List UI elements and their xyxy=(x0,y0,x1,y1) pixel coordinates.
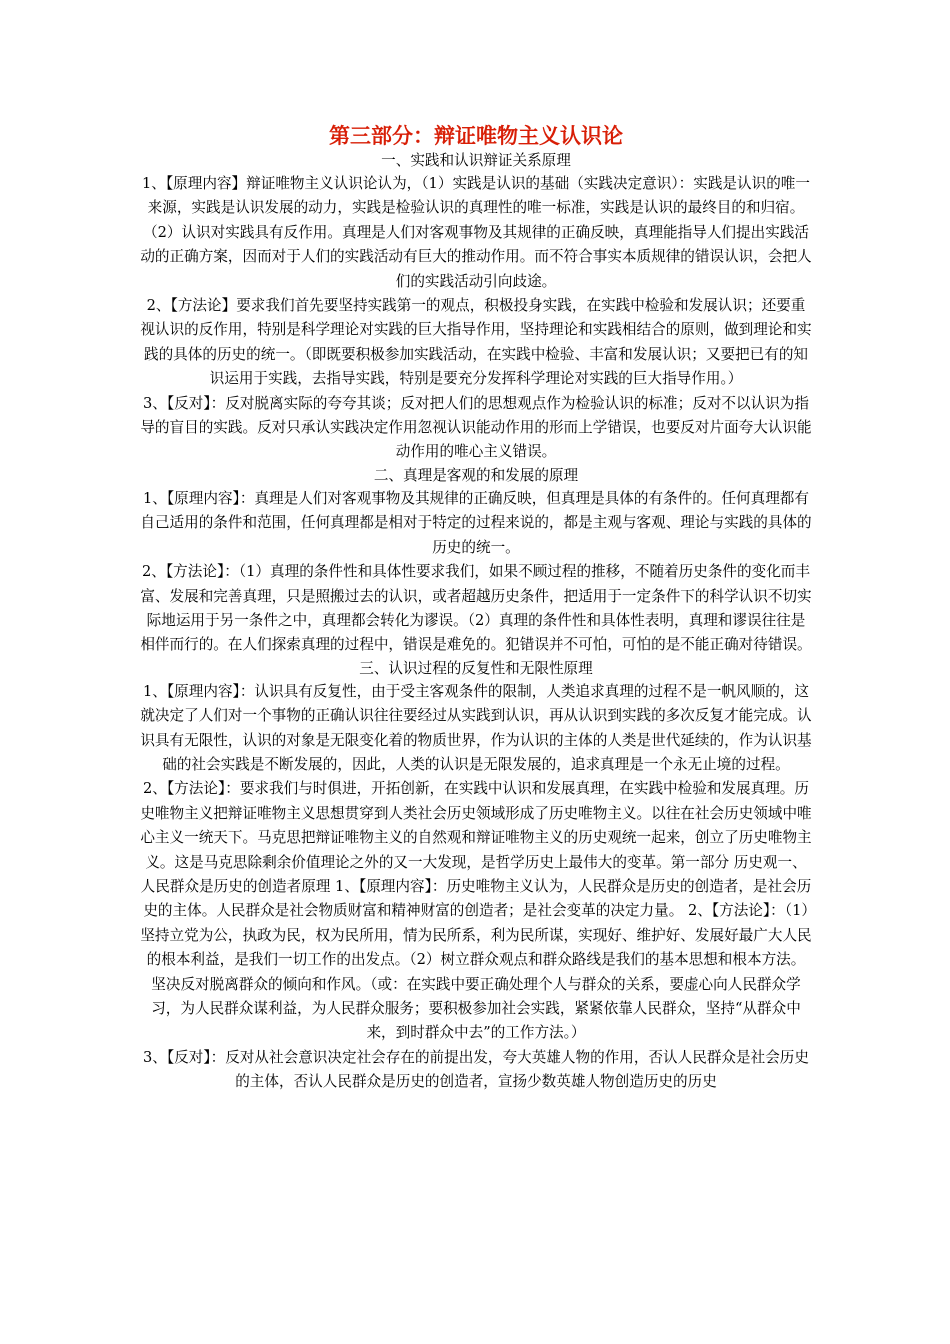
section-heading: 二、真理是客观的和发展的原理 xyxy=(373,466,579,484)
paragraph: 2、【方法论】要求我们首先要坚持实践第一的观点，积极投身实践，在实践中检验和发展认识；还要重视认识的反作用，特别是科学理论对实践的巨大指导作用，坚持理论和实践相结合的原则，做到理论和实践的具体的历史的统一。（即既要积极参加实践活动，在实践中检验、丰富和发展认识；又要把已有的知识运用于实践，去指导实践，特别是要充分发挥科学理论对实践的巨大指导作用。） xyxy=(140,297,812,388)
paragraph: 2、【方法论】：（1）真理的条件性和具体性要求我们，如果不顾过程的推移，不随着历史条件的变化而丰富、发展和完善真理，只是照搬过去的认识，或者超越历史条件，把适用于一定条件下的科学认识不切实际地运用于另一条件之中，真理都会转化为谬误。（2）真理的条件性和具体性表明，真理和谬误往往是相伴而行的。在人们探索真理的过程中，错误是难免的。犯错误并不可怕，可怕的是不能正确对待错误。 xyxy=(140,563,812,654)
section-heading: 三、认识过程的反复性和无限性原理 xyxy=(359,659,593,677)
paragraph: 3、【反对】：反对脱离实际的夸夸其谈；反对把人们的思想观点作为检验认识的标准；反对不以认识为指导的盲目的实践。反对只承认实践决定作用忽视认识能动作用的形而上学错误，也要反对片面夸大认识能动作用的唯心主义错误。 xyxy=(140,394,812,461)
document-title: 第三部分：辩证唯物主义认识论 xyxy=(329,124,623,148)
section-1 xyxy=(140,150,812,465)
section-2 xyxy=(140,465,812,658)
document-page xyxy=(140,122,812,1095)
section-heading: 一、实践和认识辩证关系原理 xyxy=(381,152,571,169)
paragraph: 1、【原理内容】：认识具有反复性，由于受主客观条件的限制，人类追求真理的过程不是一帆风顺的，这就决定了人们对一个事物的正确认识往往要经过从实践到认识，再从认识到实践的多次反复才能完成。认识具有无限性，认识的对象是无限变化着的物质世界，作为认识的主体的人类是世代延续的，作为认识基础的社会实践是不断发展的，因此，人类的认识是无限发展的，追求真理是一个永无止境的过程。 xyxy=(140,682,812,773)
paragraph: 3、【反对】：反对从社会意识决定社会存在的前提出发，夸大英雄人物的作用，否认人民群众是社会历史的主体，否认人民群众是历史的创造者，宣扬少数英雄人物创造历史的历史 xyxy=(142,1048,809,1091)
paragraph: 2、【方法论】：要求我们与时俱进，开拓创新，在实践中认识和发展真理，在实践中检验和发展真理。历史唯物主义把辩证唯物主义思想贯穿到人类社会历史领域形成了历史唯物主义。以往在社会历史领域中唯心主义一统天下。马克思把辩证唯物主义的自然观和辩证唯物主义的历史观统一起来，创立了历史唯物主义。这是马克思除剩余价值理论之外的又一大发现，是哲学历史上最伟大的变革。第一部分 历史观一、人民群众是历史的创造者原理 1、【原理内容】：历史唯物主义认为，人民群众是历史的创造者，是社会历史的主体。人民群众是社会物质财富和精神财富的创造者；是社会变革的决定力量。 2、【方法论】：（1）坚持立党为公，执政为民，权为民所用，情为民所系，利为民所谋，实现好、维护好、发展好最广大人民的根本利益，是我们一切工作的出发点。（2）树立群众观点和群众路线是我们的基本思想和根本方法。坚决反对脱离群众的倾向和作风。（或：在实践中要正确处理个人与群众的关系，要虚心向人民群众学习，为人民群众谋利益，为人民群众服务；要积极参加社会实践，紧紧依靠人民群众，坚持“从群众中来，到时群众中去”的工作方法。） xyxy=(140,780,812,1042)
paragraph: 1、【原理内容】：真理是人们对客观事物及其规律的正确反映，但真理是具体的有条件的。任何真理都有自己适用的条件和范围，任何真理都是相对于特定的过程来说的，都是主观与客观、理论与实践的具体的历史的统一。 xyxy=(140,489,812,556)
paragraph: 1、【原理内容】辩证唯物主义认识论认为，（1）实践是认识的基础（实践决定意识）：实践是认识的唯一来源，实践是认识发展的动力，实践是检验认识的真理性的唯一标准，实践是认识的最终目的和归宿。（2）认识对实践具有反作用。真理是人们对客观事物及其规律的正确反映，真理能指导人们提出实践活动的正确方案，因而对于人们的实践活动有巨大的推动作用。而不符合事实本质规律的错误认识，会把人们的实践活动引向歧途。 xyxy=(140,175,812,290)
section-3 xyxy=(140,658,812,1095)
